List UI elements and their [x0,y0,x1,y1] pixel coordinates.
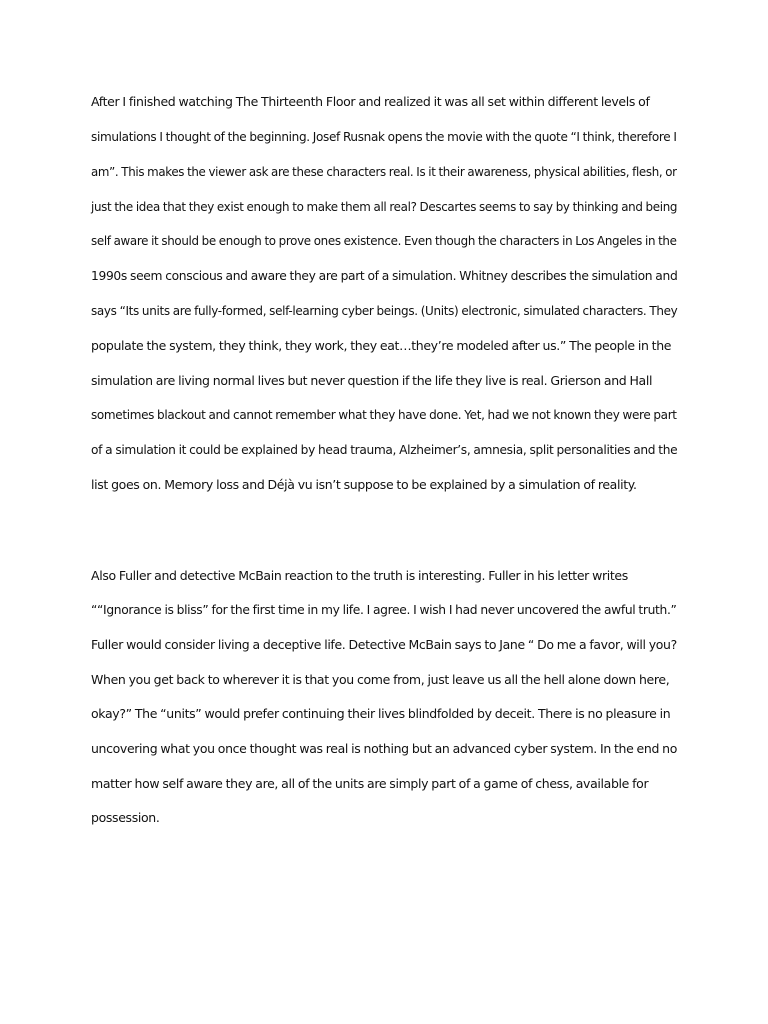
text-line: just the idea that they exist enough to make them all real? Descartes seems to say by thinking and being [91,199,678,214]
text-line: sometimes blackout and cannot remember what they have done. Yet, had we not known they were part [91,407,677,422]
text-line: simulations I thought of the beginning. Josef Rusnak opens the movie with the quote “I think, therefore I [91,129,677,144]
text-line: says “Its units are fully-formed, self-learning cyber beings. (Units) electronic, simulated characters. They [91,303,678,318]
text-line: matter how self aware they are, all of the units are simply part of a game of chess, available for [91,776,649,791]
text-line: am”. This makes the viewer ask are these characters real. Is it their awareness, physical abilities, flesh, or [91,164,677,179]
text-line: uncovering what you once thought was real is nothing but an advanced cyber system. In the end no [91,741,677,756]
text-line: After I finished watching The Thirteenth Floor and realized it was all set within different levels of [91,94,650,109]
text-line: ““Ignorance is bliss” for the first time in my life. I agree. I wish I had never uncovered the awful truth.” [91,602,677,617]
text-line: When you get back to wherever it is that you come from, just leave us all the hell alone down here, [91,672,670,687]
text-line: possession. [91,810,160,825]
text-line: 1990s seem conscious and aware they are part of a simulation. Whitney describes the simulation and [91,268,678,283]
text-line: self aware it should be enough to prove ones existence. Even though the characters in Los Angeles in the [91,233,677,248]
text-line: Fuller would consider living a deceptive life. Detective McBain says to Jane “ Do me a favor, will you? [91,637,677,652]
text-line: populate the system, they think, they work, they eat…they’re modeled after us.” The people in the [91,338,672,353]
text-line: list goes on. Memory loss and Déjà vu isn’t suppose to be explained by a simulation of reality. [91,477,637,492]
text-line: Also Fuller and detective McBain reaction to the truth is interesting. Fuller in his letter writes [91,568,628,583]
text-line: simulation are living normal lives but never question if the life they live is real. Grierson and Hall [91,373,653,388]
text-line: okay?” The “units” would prefer continuing their lives blindfolded by deceit. There is no pleasure in [91,706,671,721]
text-line: of a simulation it could be explained by head trauma, Alzheimer’s, amnesia, split personalities and the [91,442,678,457]
